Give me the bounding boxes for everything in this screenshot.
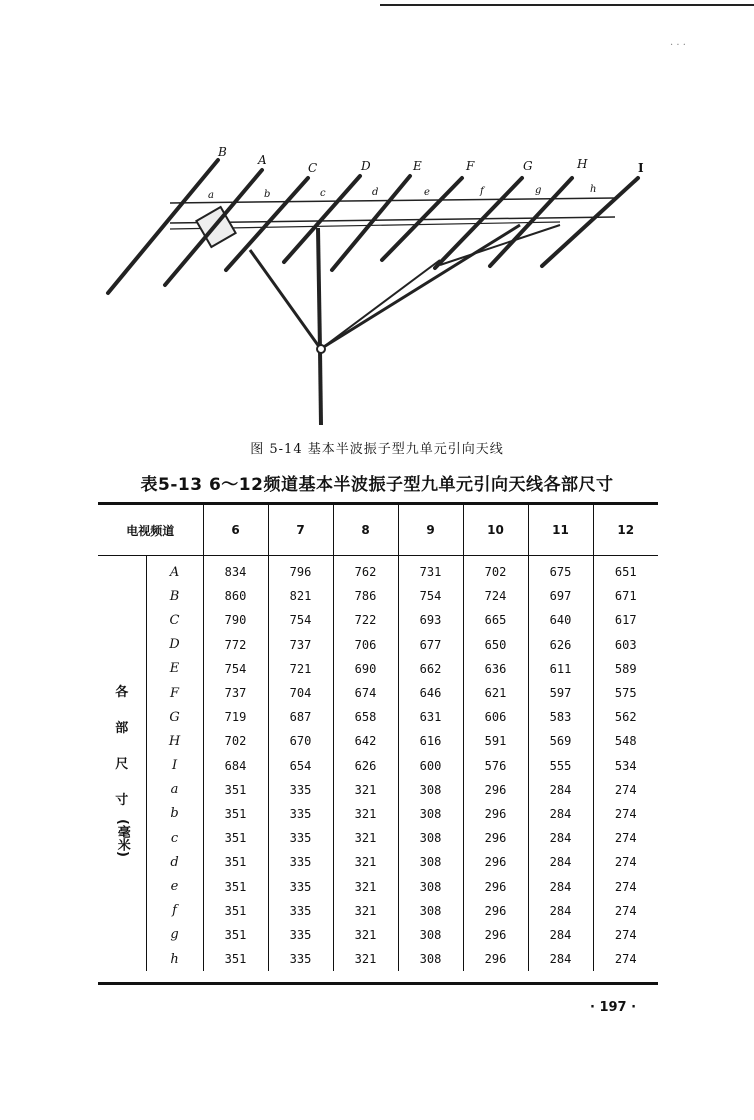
cell-value: 284	[528, 874, 593, 898]
table-row	[98, 923, 658, 947]
cell-value: 274	[593, 802, 658, 826]
cell-value: 284	[528, 923, 593, 947]
cell-value: 658	[333, 705, 398, 729]
cell-value: 671	[593, 584, 658, 608]
cell-value: 576	[463, 754, 528, 778]
row-label: e	[146, 874, 203, 898]
cell-value: 754	[398, 584, 463, 608]
spacing-label-a: a	[208, 190, 214, 201]
element-label-E: E	[413, 159, 422, 173]
cell-value: 721	[268, 657, 333, 681]
table-row	[98, 608, 658, 632]
cell-value: 697	[528, 584, 593, 608]
cell-value: 706	[333, 633, 398, 657]
cell-value: 654	[268, 754, 333, 778]
row-label: A	[146, 556, 203, 585]
cell-value: 284	[528, 899, 593, 923]
cell-value: 650	[463, 633, 528, 657]
element-label-D: D	[361, 159, 371, 173]
header-channel: 10	[463, 505, 528, 556]
scan-specks: · · ·	[670, 40, 686, 51]
spacing-label-f: f	[480, 186, 484, 197]
cell-value: 308	[398, 850, 463, 874]
group-label	[98, 556, 146, 972]
cell-value: 555	[528, 754, 593, 778]
element-label-A: A	[258, 153, 267, 167]
cell-value: 296	[463, 923, 528, 947]
cell-value: 335	[268, 850, 333, 874]
row-label: a	[146, 778, 203, 802]
cell-value: 284	[528, 850, 593, 874]
row-label: d	[146, 850, 203, 874]
cell-value: 284	[528, 947, 593, 971]
cell-value: 284	[528, 826, 593, 850]
row-label: b	[146, 802, 203, 826]
table-title: 表5-13 6～12频道基本半波振子型九单元引向天线各部尺寸	[140, 475, 614, 495]
table-row	[98, 874, 658, 898]
element-label-B: B	[218, 145, 227, 159]
cell-value: 724	[463, 584, 528, 608]
cell-value: 274	[593, 778, 658, 802]
cell-value: 284	[528, 802, 593, 826]
row-label: F	[146, 681, 203, 705]
cell-value: 762	[333, 556, 398, 585]
cell-value: 296	[463, 778, 528, 802]
cell-value: 351	[203, 802, 268, 826]
cell-value: 640	[528, 608, 593, 632]
cell-value: 274	[593, 826, 658, 850]
table-row	[98, 681, 658, 705]
table-row	[98, 754, 658, 778]
cell-value: 548	[593, 729, 658, 753]
row-label: f	[146, 899, 203, 923]
cell-value: 860	[203, 584, 268, 608]
cell-value: 296	[463, 826, 528, 850]
cell-value: 670	[268, 729, 333, 753]
antenna-figure	[90, 140, 670, 430]
cell-value: 702	[203, 729, 268, 753]
cell-value: 534	[593, 754, 658, 778]
element-label-C: C	[308, 161, 318, 175]
element-label-G: G	[523, 159, 533, 173]
cell-value: 722	[333, 608, 398, 632]
element-label-F: F	[466, 159, 475, 173]
cell-value: 651	[593, 556, 658, 585]
cell-value: 690	[333, 657, 398, 681]
group-label-char: 部	[115, 720, 129, 736]
cell-value: 274	[593, 899, 658, 923]
header-channel: 11	[528, 505, 593, 556]
table-row	[98, 826, 658, 850]
cell-value: 296	[463, 899, 528, 923]
table-row	[98, 657, 658, 681]
cell-value: 616	[398, 729, 463, 753]
cell-value: 351	[203, 923, 268, 947]
table-row	[98, 778, 658, 802]
dimension-table	[98, 502, 658, 985]
cell-value: 321	[333, 826, 398, 850]
spacing-label-h: h	[590, 184, 597, 195]
cell-value: 646	[398, 681, 463, 705]
spacing-label-d: d	[372, 187, 379, 198]
cell-value: 308	[398, 899, 463, 923]
table-row	[98, 899, 658, 923]
cell-value: 351	[203, 947, 268, 971]
table-body	[98, 556, 658, 972]
table-row	[98, 556, 658, 585]
cell-value: 834	[203, 556, 268, 585]
cell-value: 274	[593, 850, 658, 874]
cell-value: 617	[593, 608, 658, 632]
cell-value: 308	[398, 778, 463, 802]
row-label: B	[146, 584, 203, 608]
cell-value: 702	[463, 556, 528, 585]
cell-value: 335	[268, 778, 333, 802]
cell-value: 677	[398, 633, 463, 657]
cell-value: 569	[528, 729, 593, 753]
cell-value: 621	[463, 681, 528, 705]
cell-value: 611	[528, 657, 593, 681]
cell-value: 589	[593, 657, 658, 681]
row-label: H	[146, 729, 203, 753]
cell-value: 786	[333, 584, 398, 608]
cell-value: 335	[268, 947, 333, 971]
spacing-label-b: b	[264, 189, 271, 200]
cell-value: 296	[463, 874, 528, 898]
cell-value: 772	[203, 633, 268, 657]
mast-top	[318, 228, 320, 350]
cell-value: 335	[268, 923, 333, 947]
cell-value: 636	[463, 657, 528, 681]
table-row	[98, 729, 658, 753]
element-E	[332, 176, 410, 270]
cell-value: 674	[333, 681, 398, 705]
table-row	[98, 850, 658, 874]
cell-value: 719	[203, 705, 268, 729]
cell-value: 351	[203, 826, 268, 850]
table-row	[98, 633, 658, 657]
cell-value: 308	[398, 923, 463, 947]
cell-value: 308	[398, 802, 463, 826]
antenna-structure	[170, 198, 615, 425]
table-row	[98, 705, 658, 729]
cell-value: 583	[528, 705, 593, 729]
cell-value: 562	[593, 705, 658, 729]
page-number: · 197 ·	[590, 1000, 637, 1015]
cell-value: 675	[528, 556, 593, 585]
group-label-unit: (毫米)	[114, 818, 130, 857]
cell-value: 321	[333, 947, 398, 971]
header-channel-label: 电视频道	[98, 505, 203, 556]
cell-value: 296	[463, 947, 528, 971]
cell-value: 308	[398, 947, 463, 971]
mast-bottom	[320, 350, 321, 425]
cell-value: 335	[268, 874, 333, 898]
cell-value: 351	[203, 899, 268, 923]
cell-value: 821	[268, 584, 333, 608]
cell-value: 308	[398, 874, 463, 898]
header-channel: 9	[398, 505, 463, 556]
table-row	[98, 947, 658, 971]
cell-value: 737	[203, 681, 268, 705]
cell-value: 790	[203, 608, 268, 632]
cell-value: 321	[333, 778, 398, 802]
cell-value: 321	[333, 802, 398, 826]
cell-value: 597	[528, 681, 593, 705]
row-label: c	[146, 826, 203, 850]
element-label-I: I	[638, 161, 644, 175]
row-label: C	[146, 608, 203, 632]
cell-value: 321	[333, 899, 398, 923]
cell-value: 693	[398, 608, 463, 632]
strut-right-2	[322, 260, 440, 348]
cell-value: 321	[333, 850, 398, 874]
cell-value: 754	[203, 657, 268, 681]
header-channel: 7	[268, 505, 333, 556]
header-channel: 8	[333, 505, 398, 556]
strut-left	[250, 250, 320, 348]
spacing-label-c: c	[320, 188, 326, 199]
header-channel: 12	[593, 505, 658, 556]
group-label-char: 寸	[115, 792, 129, 808]
cell-value: 351	[203, 874, 268, 898]
row-label: g	[146, 923, 203, 947]
row-label: D	[146, 633, 203, 657]
cell-value: 603	[593, 633, 658, 657]
top-rule	[380, 4, 754, 6]
cell-value: 308	[398, 826, 463, 850]
row-label: h	[146, 947, 203, 971]
cell-value: 631	[398, 705, 463, 729]
cell-value: 606	[463, 705, 528, 729]
cell-value: 704	[268, 681, 333, 705]
mast-joint	[317, 345, 325, 353]
cell-value: 335	[268, 826, 333, 850]
cell-value: 335	[268, 899, 333, 923]
cell-value: 737	[268, 633, 333, 657]
cell-value: 575	[593, 681, 658, 705]
cell-value: 796	[268, 556, 333, 585]
table-row	[98, 584, 658, 608]
cell-value: 274	[593, 947, 658, 971]
cell-value: 296	[463, 850, 528, 874]
row-label: E	[146, 657, 203, 681]
cell-value: 731	[398, 556, 463, 585]
spacing-label-g: g	[535, 185, 542, 196]
cell-value: 626	[528, 633, 593, 657]
cell-value: 662	[398, 657, 463, 681]
cell-value: 687	[268, 705, 333, 729]
table-header-row	[98, 505, 658, 556]
cell-value: 296	[463, 802, 528, 826]
cell-value: 351	[203, 778, 268, 802]
spacing-label-e: e	[424, 187, 430, 198]
element-label-H: H	[577, 157, 588, 171]
cell-value: 321	[333, 874, 398, 898]
cell-value: 274	[593, 923, 658, 947]
cell-value: 600	[398, 754, 463, 778]
cell-value: 321	[333, 923, 398, 947]
row-label: I	[146, 754, 203, 778]
cell-value: 351	[203, 850, 268, 874]
figure-caption: 图 5-14 基本半波振子型九单元引向天线	[250, 442, 504, 457]
cell-value: 335	[268, 802, 333, 826]
row-label: G	[146, 705, 203, 729]
group-label-char: 尺	[115, 756, 129, 772]
header-channel: 6	[203, 505, 268, 556]
cell-value: 642	[333, 729, 398, 753]
cell-value: 626	[333, 754, 398, 778]
cell-value: 591	[463, 729, 528, 753]
cell-value: 274	[593, 874, 658, 898]
group-label-char: 各	[115, 684, 129, 700]
cell-value: 665	[463, 608, 528, 632]
table-row	[98, 802, 658, 826]
cell-value: 754	[268, 608, 333, 632]
cell-value: 284	[528, 778, 593, 802]
cell-value: 684	[203, 754, 268, 778]
